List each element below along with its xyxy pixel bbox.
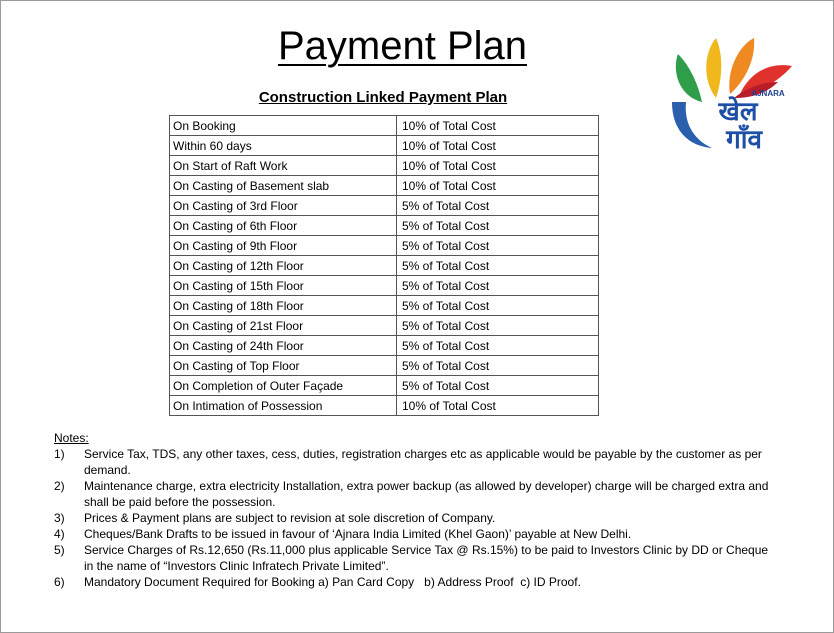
logo-brand-text: AJNARA — [751, 89, 785, 98]
note-text: Prices & Payment plans are subject to revision at sole discretion of Company. — [84, 511, 496, 525]
amount-cell: 10% of Total Cost — [397, 116, 599, 136]
logo-petal-green — [676, 54, 702, 102]
payment-plan-table — [169, 115, 599, 416]
stage-cell: On Casting of 24th Floor — [170, 336, 397, 356]
table-row — [170, 356, 599, 376]
amount-cell: 5% of Total Cost — [397, 336, 599, 356]
note-item — [54, 574, 774, 590]
note-item — [54, 446, 774, 478]
table-row — [170, 376, 599, 396]
note-number: 4) — [54, 527, 65, 541]
notes-list — [54, 446, 774, 590]
table-row — [170, 256, 599, 276]
table-row — [170, 136, 599, 156]
plan-subtitle: Construction Linked Payment Plan — [258, 89, 508, 106]
amount-cell: 5% of Total Cost — [397, 236, 599, 256]
note-text: Mandatory Document Required for Booking a) Pan Card Copy b) Address Proof c) ID Proof. — [84, 575, 581, 589]
notes-heading: Notes: — [54, 431, 89, 445]
table-row — [170, 316, 599, 336]
table-row — [170, 196, 599, 216]
table-row — [170, 236, 599, 256]
amount-cell: 5% of Total Cost — [397, 276, 599, 296]
note-text: Service Charges of Rs.12,650 (Rs.11,000 plus applicable Service Tax @ Rs.15%) to be paid to Investors Clinic by DD or Cheque in the name of “Investors Clinic Infratech Private Limited”. — [84, 543, 772, 573]
stage-cell: On Casting of Top Floor — [170, 356, 397, 376]
table-row — [170, 336, 599, 356]
stage-cell: On Casting of 9th Floor — [170, 236, 397, 256]
table-row — [170, 176, 599, 196]
amount-cell: 10% of Total Cost — [397, 396, 599, 416]
note-item — [54, 542, 774, 574]
note-text: Maintenance charge, extra electricity Installation, extra power backup (as allowed by developer) charge will be charged extra and shall be paid before the possession. — [84, 479, 772, 509]
notes-section — [54, 430, 774, 590]
stage-cell: On Casting of Basement slab — [170, 176, 397, 196]
note-text: Cheques/Bank Drafts to be issued in favour of ‘Ajnara India Limited (Khel Gaon)’ payable at New Delhi. — [84, 527, 632, 541]
note-number: 3) — [54, 511, 65, 525]
amount-cell: 5% of Total Cost — [397, 376, 599, 396]
table-row — [170, 116, 599, 136]
stage-cell: On Casting of 12th Floor — [170, 256, 397, 276]
stage-cell: On Casting of 15th Floor — [170, 276, 397, 296]
amount-cell: 10% of Total Cost — [397, 156, 599, 176]
stage-cell: On Booking — [170, 116, 397, 136]
note-number: 5) — [54, 543, 65, 557]
stage-cell: On Casting of 21st Floor — [170, 316, 397, 336]
table-row — [170, 296, 599, 316]
note-item — [54, 510, 774, 526]
amount-cell: 5% of Total Cost — [397, 216, 599, 236]
note-text: Service Tax, TDS, any other taxes, cess, duties, registration charges etc as applicable would be payable by the customer as per demand. — [84, 447, 766, 477]
table-row — [170, 216, 599, 236]
table-row — [170, 276, 599, 296]
stage-cell: On Start of Raft Work — [170, 156, 397, 176]
amount-cell: 5% of Total Cost — [397, 296, 599, 316]
stage-cell: On Completion of Outer Façade — [170, 376, 397, 396]
note-number: 6) — [54, 575, 65, 589]
stage-cell: On Casting of 3rd Floor — [170, 196, 397, 216]
logo-petal-yellow — [706, 38, 721, 98]
amount-cell: 5% of Total Cost — [397, 356, 599, 376]
note-number: 2) — [54, 479, 65, 493]
table-row — [170, 396, 599, 416]
stage-cell: On Casting of 6th Floor — [170, 216, 397, 236]
stage-cell: On Casting of 18th Floor — [170, 296, 397, 316]
note-item — [54, 478, 774, 510]
amount-cell: 5% of Total Cost — [397, 256, 599, 276]
amount-cell: 5% of Total Cost — [397, 316, 599, 336]
note-item — [54, 526, 774, 542]
amount-cell: 10% of Total Cost — [397, 176, 599, 196]
logo-name-line1: खेल — [718, 97, 758, 127]
amount-cell: 5% of Total Cost — [397, 196, 599, 216]
page-title: Payment Plan — [277, 24, 528, 68]
stage-cell: On Intimation of Possession — [170, 396, 397, 416]
stage-cell: Within 60 days — [170, 136, 397, 156]
amount-cell: 10% of Total Cost — [397, 136, 599, 156]
logo-swoosh — [672, 102, 712, 148]
khel-gaon-logo — [664, 32, 796, 156]
note-number: 1) — [54, 447, 65, 461]
table-row — [170, 156, 599, 176]
logo-name-line2: गाँव — [726, 125, 762, 155]
